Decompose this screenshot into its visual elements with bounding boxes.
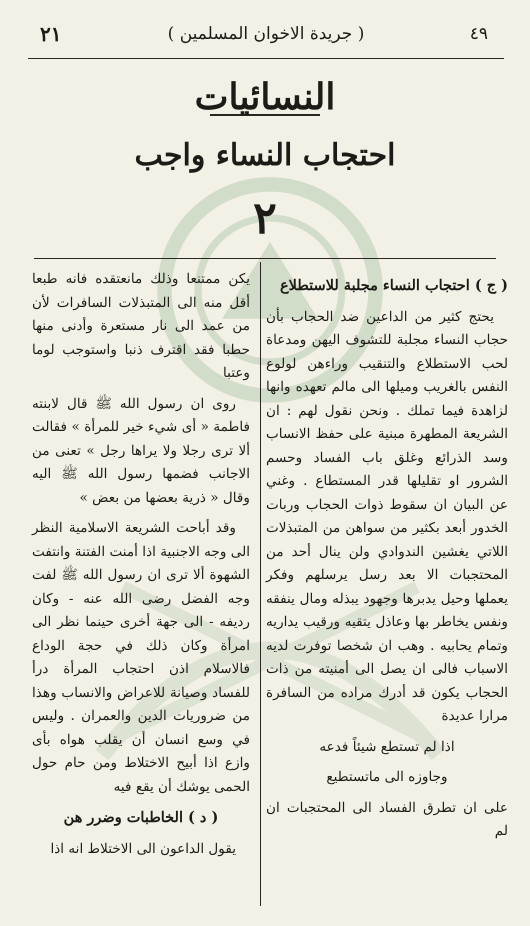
- verse-line: اذا لم تستطع شيئاً فدعه: [319, 738, 455, 755]
- paragraph: يكن ممتنعا وذلك مانعتقده فانه طبعا أقل منه الى المتبذلات السافرات لأن من عمد الى نار مستعرة وأدنى منها حطبا فقد اقترف ذنبا واستوجب لوما وعتبا: [32, 271, 250, 381]
- journal-name: ( جريدة الاخوان المسلمين ): [167, 24, 365, 44]
- verse-line: وجاوزه الى ماتستطيع: [326, 769, 448, 785]
- paragraph: يقول الداعون الى الاختلاط انه اذا: [50, 840, 236, 857]
- paragraph: يحتج كثير من الداعين ضد الحجاب بأن حجاب النساء مجلبة للتشوف اليهن ومدعاة لحب الاستطلاع والتنقيب وراءهن لولوع النفس بالغريب وميلها الى مالم تعهده وانها لزاهدة فيما تملك . ونحن نقول لهم : ان الشريعة المطهرة مبنية على حفظ الانساب وسد الذرائع وغلق باب الفساد وحسم الشرور او تقليلها قدر المستطاع . وغني عن البيان ان سقوط ذوات الحجاب وربات الخدور أبعد بكثير من سواهن من المتبذلات اللاتي يغشين الندوادي ولن ينال أحد من المحتجبات الا بعد رسل يرسلهم وفكر يعملها وحيل يدبرها وجهود يبذله ومال ينفقه ونفس يخاطر بها وعاذل يتقيه ورقيب يداريه وتمام يحابيه . وهب ان شخصا توفرت لديه الاسباب فالى ان يصل الى أمنيته من ذات الحجاب يكون قد أدرك مراده من السافرة مرارا عديدة: [266, 308, 508, 724]
- page-header: [30, 22, 502, 50]
- subheading-c: ( ج ) احتجاب النساء مجلبة للاستطلاع: [279, 277, 508, 294]
- left-column: [32, 268, 250, 916]
- column-divider: [260, 262, 261, 906]
- subheading-d: ( د ) الخاطبات وضرر هن: [63, 809, 219, 826]
- part-number: ٢: [253, 193, 277, 244]
- page-number-arabic: ٢١: [40, 22, 62, 46]
- header-rule: [28, 58, 504, 59]
- paragraph: وقد أباحت الشريعة الاسلامية النظر الى وجه الاجنبية اذا أمنت الفتنة وانتفت الشهوة ألا ترى ان رسول الله ﷺ لفت وجه الفضل رضى الله عنه - وكان رديفه - الى جهة أخرى حينما نظر الى امرأة وكان ذلك في حجة الوداع فالاسلام اذن احتجاب المرأة درأ للفساد وصيانة للاعراض والانساب وهذا من ضروريات الدين والعمران . وليس في وسع انسان أن يقلب هواه بأى وازع اذا أبيح الاختلاط ومن حام حول الحمى يوشك أن يقع فيه: [32, 520, 250, 795]
- right-column: [266, 268, 508, 916]
- paragraph: روى ان رسول الله ﷺ قال لابنته فاطمة « أى شيء خير للمرأة » فقالت ألا ترى رجلا ولا يراها رجل » تعنى من الاجانب فضمها رسول الله ﷺ اليه وقال « ذرية بعضها من بعض »: [32, 395, 250, 506]
- title-rule: [34, 258, 496, 259]
- paragraph: على ان تطرق الفساد الى المحتجبات ان لم: [266, 799, 508, 839]
- article-title: احتجاب النساء واجب: [134, 138, 396, 173]
- page-number: ٤٩: [469, 24, 488, 44]
- section-title: النسائيات: [0, 72, 530, 116]
